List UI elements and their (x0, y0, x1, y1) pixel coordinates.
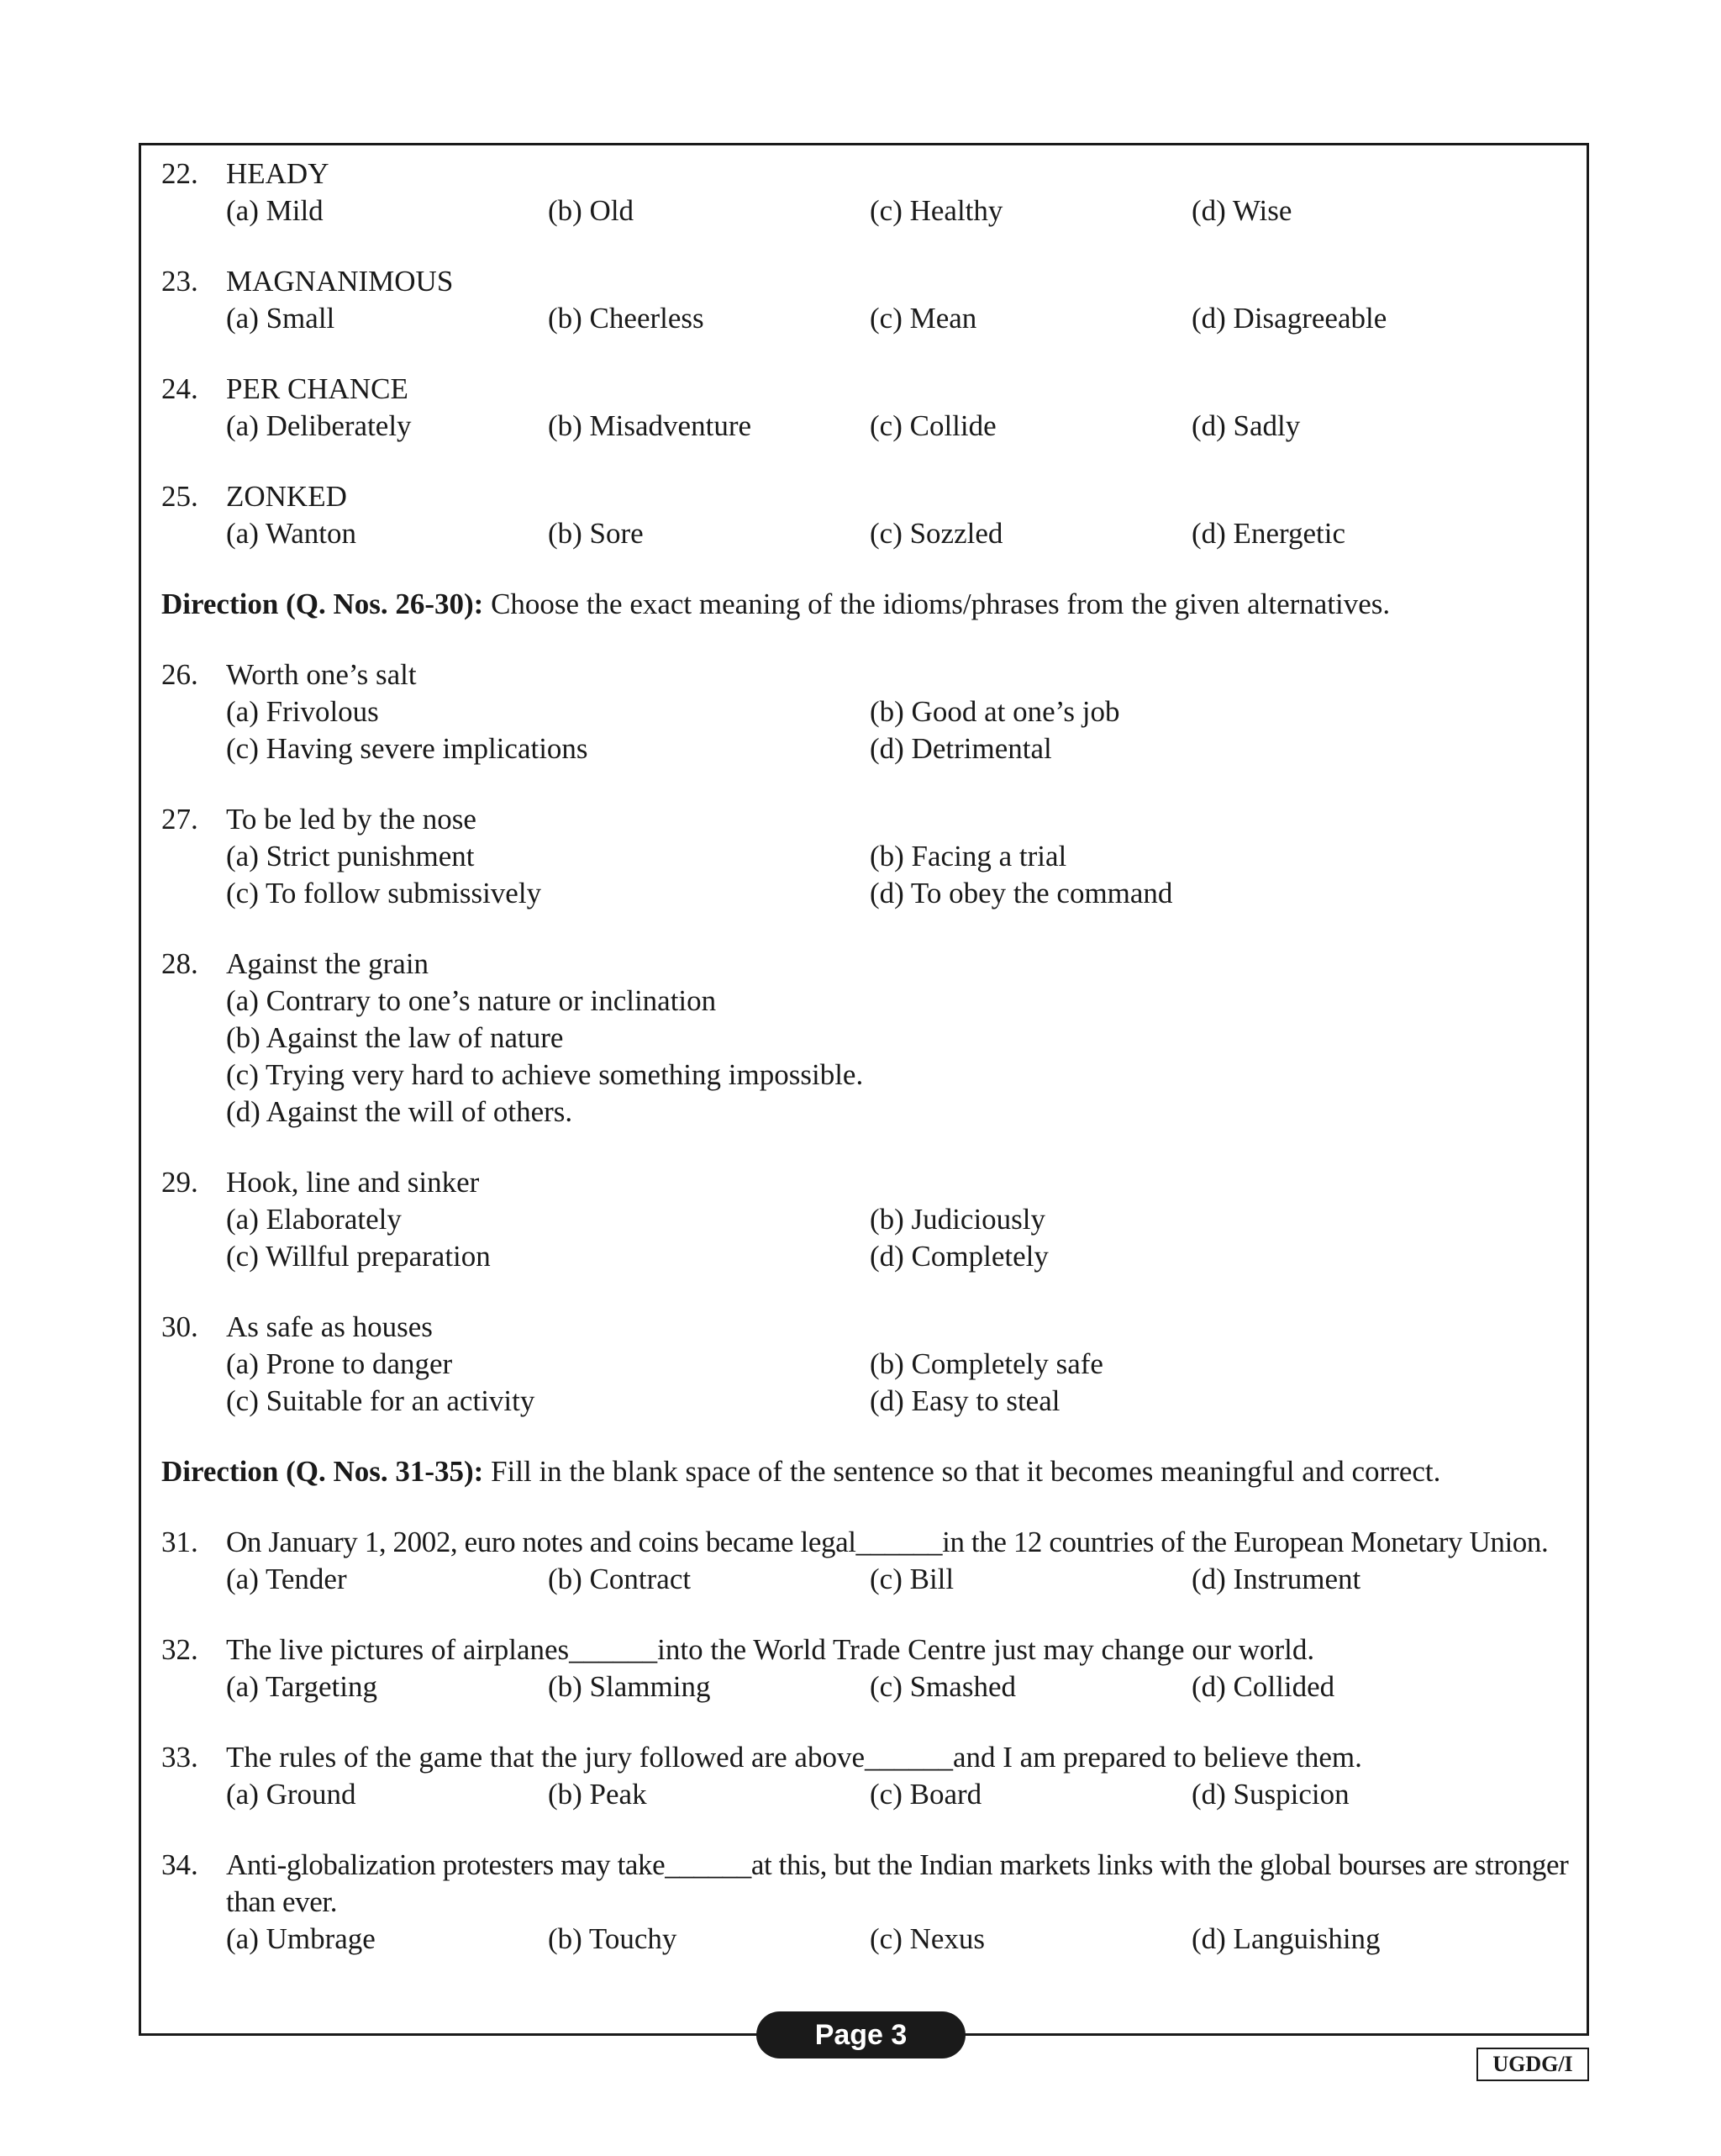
question-22 (161, 156, 1573, 229)
option-a: (a) Ground (226, 1778, 356, 1811)
option-a: (a) Small (226, 302, 335, 335)
option-b: (b) Good at one’s job (870, 695, 1120, 728)
question-number: 32. (161, 1633, 198, 1666)
direction-label: Direction (Q. Nos. 26-30): (161, 588, 484, 620)
option-c: (c) Having severe implications (226, 732, 588, 765)
option-b: (b) Facing a trial (870, 840, 1067, 872)
question-number: 26. (161, 658, 198, 691)
option-d: (d) Completely (870, 1240, 1049, 1273)
question-30 (161, 1309, 1573, 1420)
option-b: (b) Touchy (548, 1922, 677, 1955)
question-text: MAGNANIMOUS (226, 265, 454, 298)
option-d: (d) Disagreeable (1192, 302, 1387, 335)
option-a: (a) Strict punishment (226, 840, 475, 872)
direction-text: Choose the exact meaning of the idioms/phrases from the given alternatives. (483, 588, 1391, 620)
question-text: As safe as houses (226, 1310, 433, 1343)
option-b: (b) Completely safe (870, 1347, 1103, 1380)
question-text: Against the grain (226, 947, 429, 980)
question-text: ZONKED (226, 480, 347, 513)
option-a: (a) Targeting (226, 1670, 377, 1703)
question-number: 31. (161, 1526, 198, 1558)
question-34 (161, 1847, 1573, 1958)
question-number: 30. (161, 1310, 198, 1343)
option-c: (c) Smashed (870, 1670, 1016, 1703)
option-d: (d) Sadly (1192, 409, 1301, 442)
option-c: (c) Mean (870, 302, 977, 335)
paper-code: UGDG/I (1476, 2048, 1589, 2081)
option-b: (b) Slamming (548, 1670, 711, 1703)
option-d: (d) Languishing (1192, 1922, 1381, 1955)
direction-text: Fill in the blank space of the sentence so that it becomes meaningful and correct. (483, 1455, 1441, 1488)
question-28 (161, 946, 1573, 1131)
option-b: (b) Old (548, 194, 634, 227)
question-content (161, 156, 1573, 1991)
question-27 (161, 801, 1573, 912)
question-number: 29. (161, 1166, 198, 1199)
question-33 (161, 1739, 1573, 1813)
option-b: (b) Contract (548, 1563, 692, 1595)
option-d: (d) Detrimental (870, 732, 1052, 765)
option-c: (c) Sozzled (870, 517, 1003, 550)
option-b: (b) Misadventure (548, 409, 752, 442)
option-a: (a) Elaborately (226, 1203, 402, 1236)
option-c: (c) Suitable for an activity (226, 1384, 535, 1417)
option-d: (d) To obey the command (870, 877, 1173, 909)
option-a: (a) Mild (226, 194, 324, 227)
question-text: The rules of the game that the jury followed are above______and I am prepared to believe them. (226, 1741, 1362, 1774)
question-text: PER CHANCE (226, 372, 408, 405)
question-24 (161, 371, 1573, 445)
option-d: (d) Against the will of others. (226, 1095, 573, 1128)
question-31 (161, 1524, 1573, 1598)
option-a: (a) Tender (226, 1563, 347, 1595)
option-c: (c) Nexus (870, 1922, 986, 1955)
option-a: (a) Contrary to one’s nature or inclination (226, 984, 717, 1017)
question-text: Worth one’s salt (226, 658, 417, 691)
option-b: (b) Peak (548, 1778, 647, 1811)
question-29 (161, 1164, 1573, 1275)
direction-fill-blanks (161, 1453, 1573, 1490)
option-b: (b) Cheerless (548, 302, 704, 335)
direction-label: Direction (Q. Nos. 31-35): (161, 1455, 484, 1488)
question-23 (161, 263, 1573, 337)
question-number: 23. (161, 265, 198, 298)
option-c: (c) Trying very hard to achieve something impossible. (226, 1058, 864, 1091)
option-b: (b) Judiciously (870, 1203, 1046, 1236)
option-c: (c) Healthy (870, 194, 1003, 227)
option-c: (c) Board (870, 1778, 982, 1811)
question-25 (161, 478, 1573, 552)
option-a: (a) Umbrage (226, 1922, 376, 1955)
question-26 (161, 656, 1573, 767)
option-c: (c) Willful preparation (226, 1240, 491, 1273)
option-a: (a) Frivolous (226, 695, 379, 728)
question-text: HEADY (226, 157, 329, 190)
option-c: (c) Bill (870, 1563, 955, 1595)
direction-idioms (161, 586, 1573, 623)
option-c: (c) Collide (870, 409, 997, 442)
question-32 (161, 1631, 1573, 1705)
option-c: (c) To follow submissively (226, 877, 542, 909)
question-number: 24. (161, 372, 198, 405)
option-a: (a) Prone to danger (226, 1347, 453, 1380)
option-d: (d) Easy to steal (870, 1384, 1060, 1417)
page-number-badge: Page 3 (756, 2011, 966, 2058)
question-number: 27. (161, 803, 198, 836)
question-number: 34. (161, 1848, 198, 1881)
option-b: (b) Sore (548, 517, 644, 550)
option-a: (a) Wanton (226, 517, 356, 550)
question-number: 22. (161, 157, 198, 190)
option-b: (b) Against the law of nature (226, 1021, 564, 1054)
option-d: (d) Energetic (1192, 517, 1346, 550)
question-number: 25. (161, 480, 198, 513)
option-d: (d) Instrument (1192, 1563, 1361, 1595)
question-text: To be led by the nose (226, 803, 476, 836)
question-text: Hook, line and sinker (226, 1166, 480, 1199)
option-d: (d) Wise (1192, 194, 1292, 227)
question-text: On January 1, 2002, euro notes and coins became legal______in the 12 countries of the European Monetary Union. (226, 1526, 1549, 1558)
option-a: (a) Deliberately (226, 409, 412, 442)
option-d: (d) Collided (1192, 1670, 1335, 1703)
question-text: The live pictures of airplanes______into the World Trade Centre just may change our world. (226, 1633, 1315, 1666)
option-d: (d) Suspicion (1192, 1778, 1350, 1811)
question-number: 33. (161, 1741, 198, 1774)
question-number: 28. (161, 947, 198, 980)
question-text: Anti-globalization protesters may take______at this, but the Indian markets links with the global bourses are stronger than ever. (226, 1848, 1569, 1918)
